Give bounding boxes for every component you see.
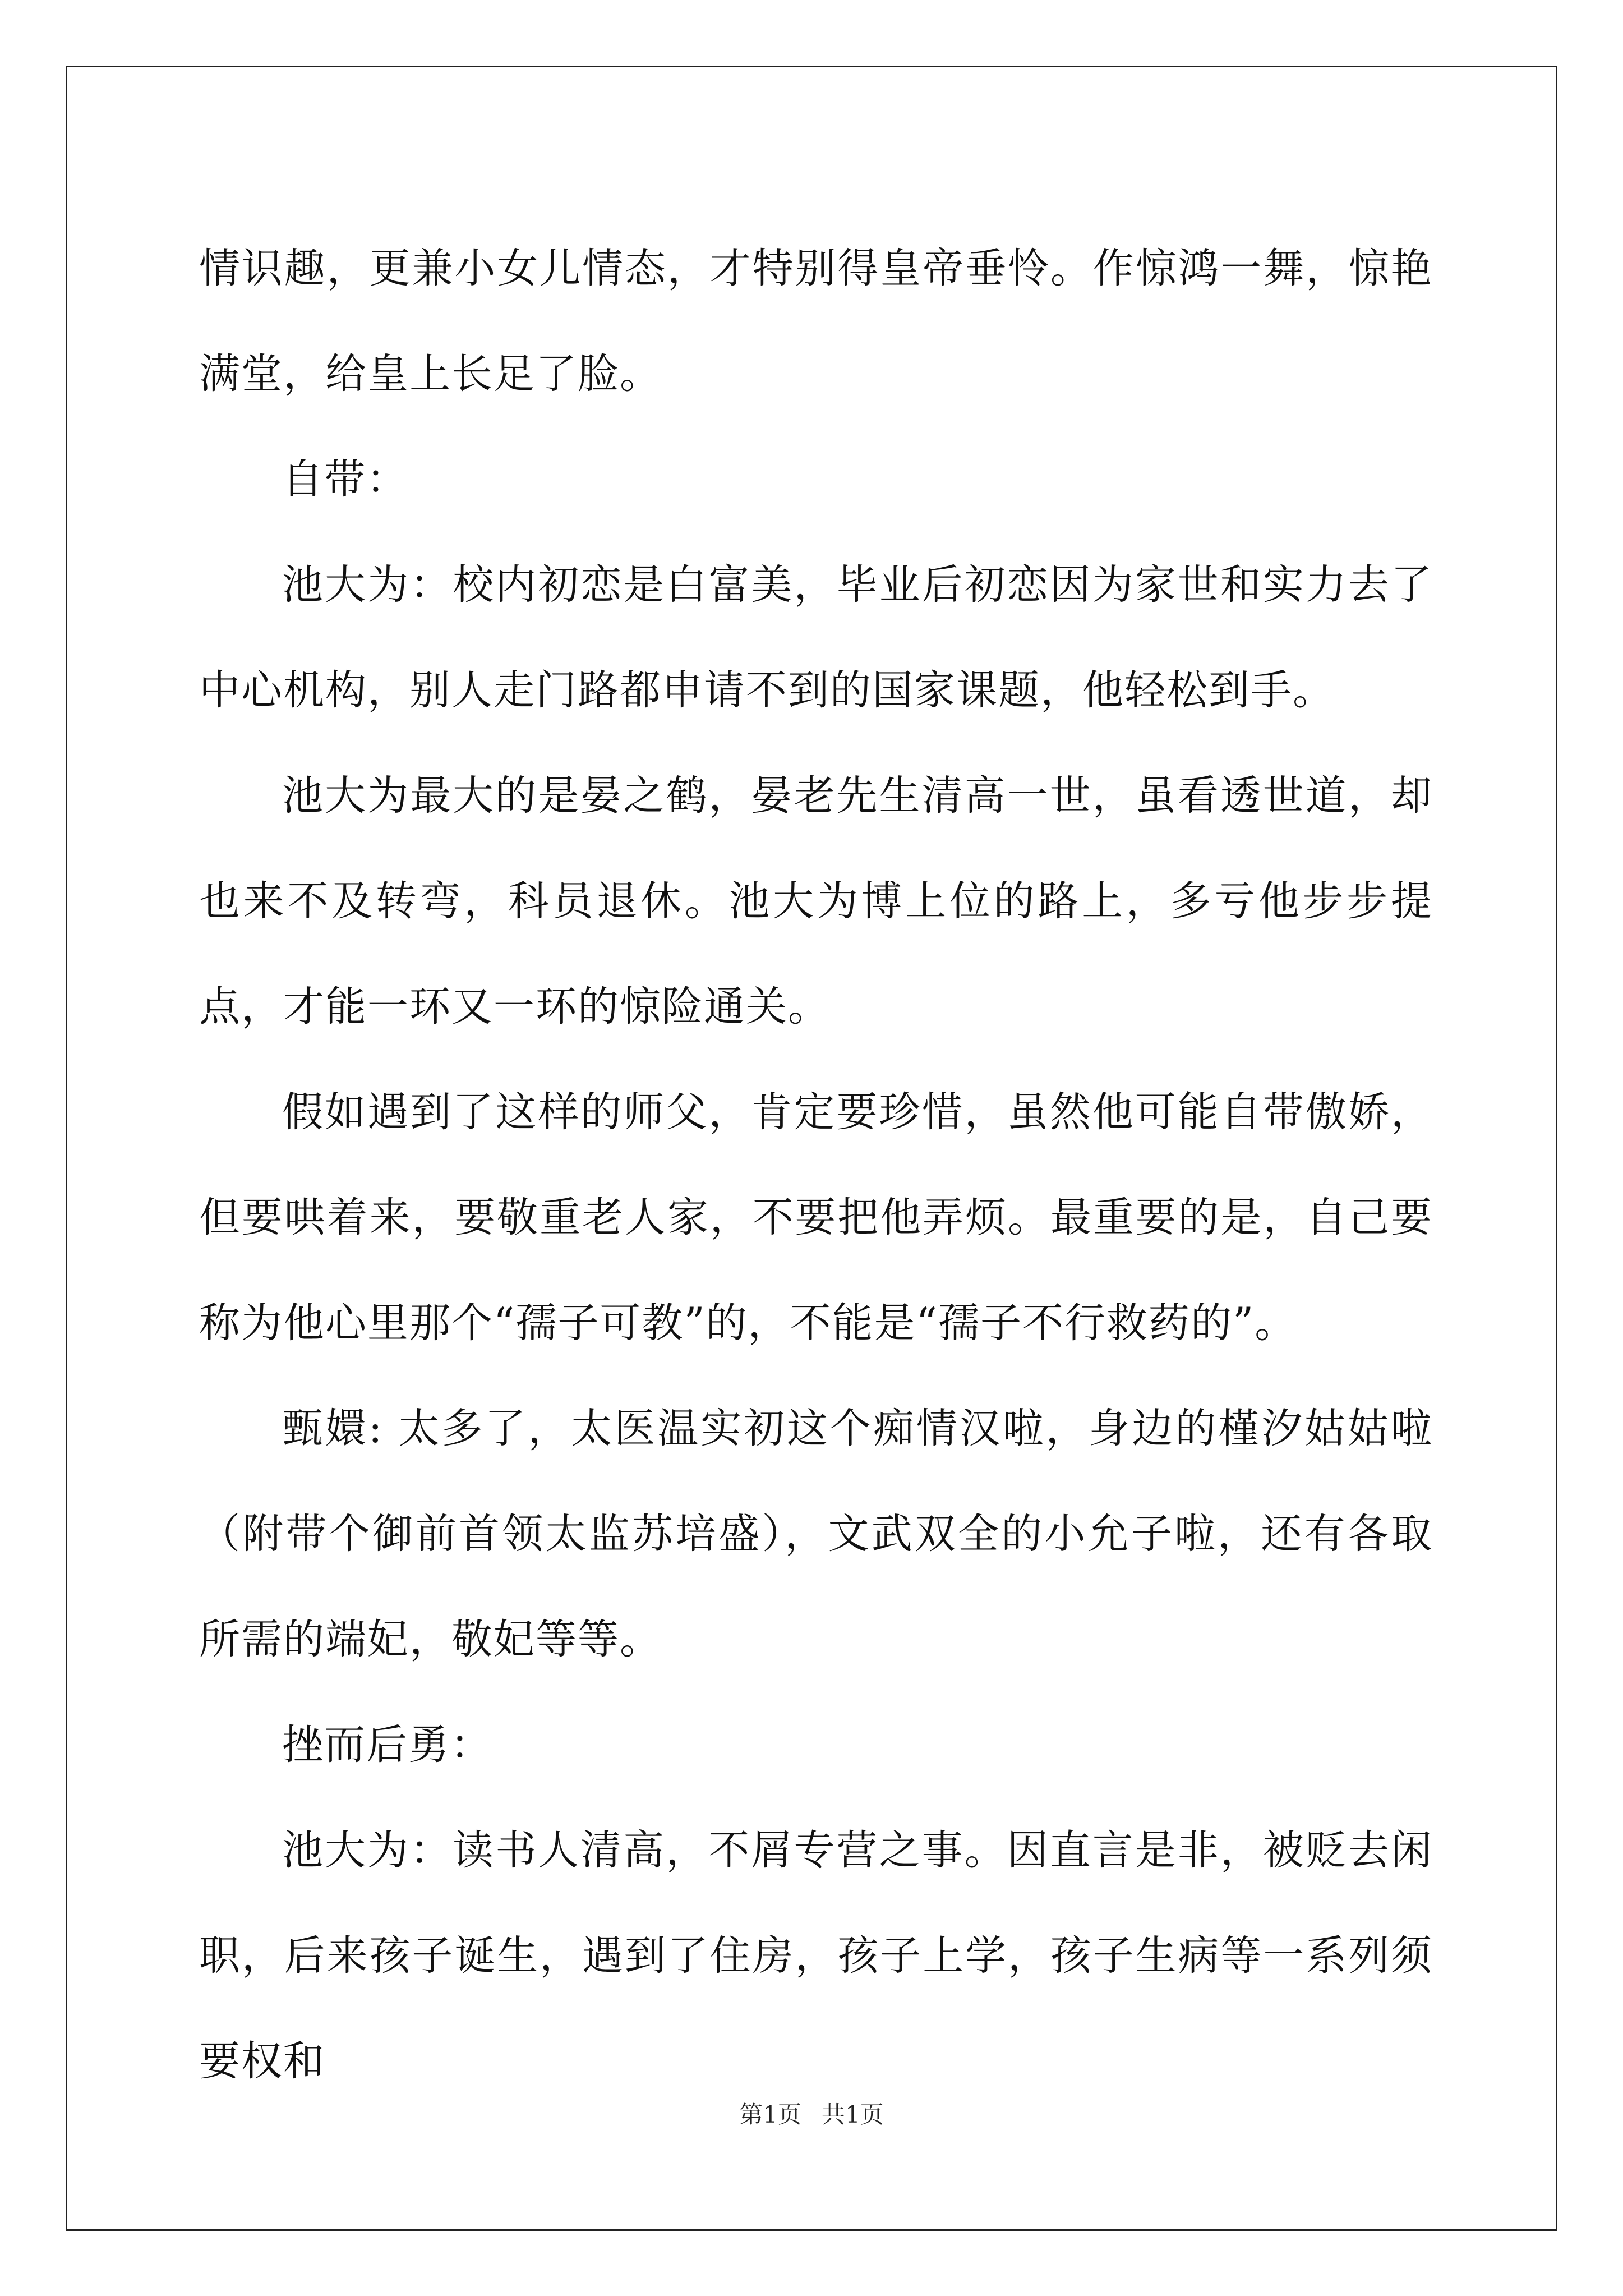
paragraph-1: 情识趣，更兼小女儿情态，才特别得皇帝垂怜。作惊鸿一舞，惊艳满堂，给皇上长足了脸。 [199, 245, 1433, 398]
paragraph-8: 池大为：读书人清高，不屑专营之事。因直言是非，被贬去闲职，后来孩子诞生，遇到了住房，孩子上学，孩子生病等一系列须要权和 [199, 1826, 1433, 2085]
page-number: 第1页 [739, 2101, 801, 2128]
page-footer [0, 2101, 1623, 2129]
paragraph-5: 假如遇到了这样的师父，肯定要珍惜，虽然他可能自带傲娇，但要哄着来，要敬重老人家，不要把他弄烦。最重要的是，自己要称为他心里那个“孺子可教”的，不能是“孺子不行救药的”。 [199, 1088, 1433, 1347]
paragraph-4: 池大为最大的是晏之鹤，晏老先生清高一世，虽看透世道，却也来不及转弯，科员退休。池大为博上位的路上，多亏他步步提点，才能一环又一环的惊险通关。 [199, 772, 1433, 1030]
document-body [199, 216, 1433, 2114]
paragraph-6: 甄嬛: 太多了，太医温实初这个痴情汉啦，身边的槿汐姑姑啦（附带个御前首领太监苏培盛），文武双全的小允子啦，还有各取所需的端妃，敬妃等等。 [199, 1405, 1433, 1663]
page-total: 共1页 [822, 2101, 884, 2128]
paragraph-2: 自带： [282, 455, 408, 503]
paragraph-7: 挫而后勇： [282, 1721, 492, 1769]
paragraph-3: 池大为：校内初恋是白富美，毕业后初恋因为家世和实力去了中心机构，别人走门路都申请不到的国家课题，他轻松到手。 [199, 561, 1433, 714]
